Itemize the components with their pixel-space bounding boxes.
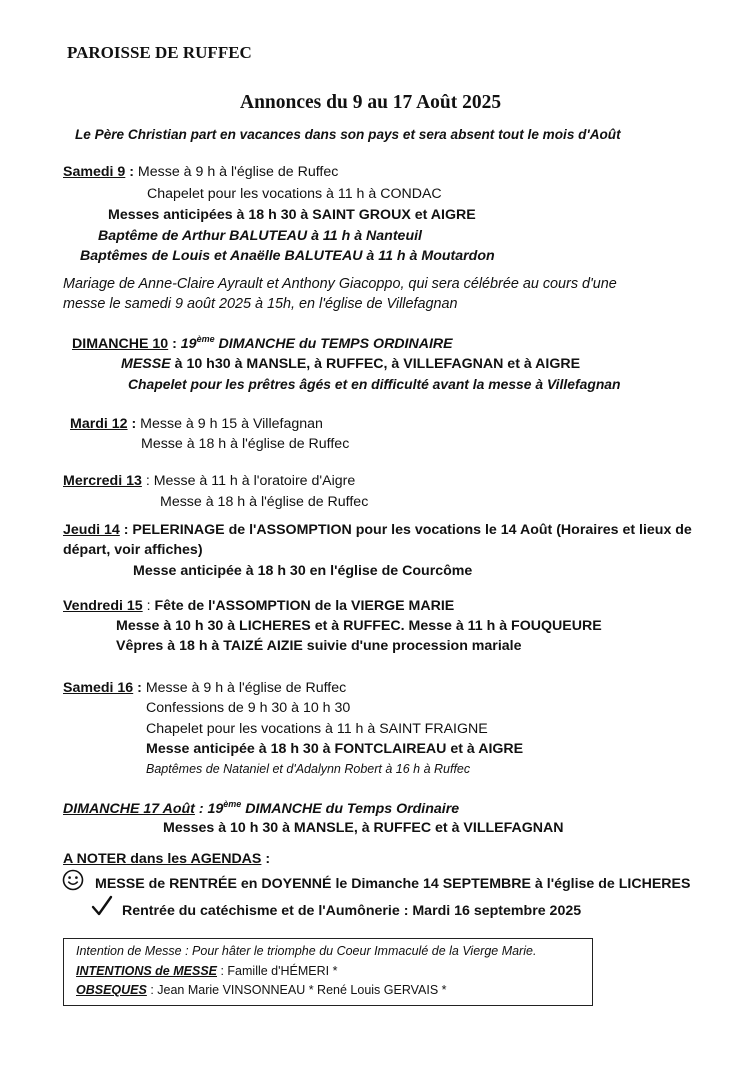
page-title: Annonces du 9 au 17 Août 2025	[240, 92, 502, 113]
dimanche17-heading: DIMANCHE 17 Août : 19ème DIMANCHE du Temps Ordinaire	[63, 799, 460, 817]
samedi16-line4: Messe anticipée à 18 h 30 à FONTCLAIREAU et à AIGRE	[146, 741, 524, 757]
day-label: Mardi 12	[70, 416, 128, 432]
mercredi13-line1: Mercredi 13 : Messe à 11 h à l'oratoire d'Aigre	[63, 473, 356, 489]
jeudi14-line2: départ, voir affiches)	[63, 542, 203, 558]
dimanche10-messe: MESSE à 10 h30 à MANSLE, à RUFFEC, à VILLEFAGNAN et à AIGRE	[121, 356, 581, 372]
samedi16-line2: Confessions de 9 h 30 à 10 h 30	[146, 700, 351, 716]
day-label: Samedi 9	[63, 164, 126, 180]
mardi12-line2: Messe à 18 h à l'église de Ruffec	[141, 436, 350, 452]
agendas-item2: Rentrée du catéchisme et de l'Aumônerie : Mardi 16 septembre 2025	[122, 903, 582, 919]
dimanche17-line1: Messes à 10 h 30 à MANSLE, à RUFFEC et à VILLEFAGNAN	[163, 820, 564, 836]
intentions-de-messe-line: INTENTIONS de MESSE : Famille d'HÉMERI *	[76, 964, 338, 978]
mariage-line1: Mariage de Anne-Claire Ayrault et Anthony Giacoppo, qui sera célébrée au cours d'une	[63, 276, 617, 292]
header-note: Le Père Christian part en vacances dans son pays et sera absent tout le mois d'Août	[75, 127, 621, 142]
obseques-line: OBSEQUES : Jean Marie VINSONNEAU * René Louis GERVAIS *	[76, 983, 447, 997]
vendredi15-line1: Vendredi 15 : Fête de l'ASSOMPTION de la VIERGE MARIE	[63, 598, 455, 614]
day-label: Vendredi 15	[63, 598, 143, 614]
samedi16-line1: Samedi 16 : Messe à 9 h à l'église de Ruffec	[63, 680, 347, 696]
day-label: Mercredi 13	[63, 473, 142, 489]
day-label: Samedi 16	[63, 680, 134, 696]
checkmark-icon	[91, 895, 113, 922]
samedi9-line5: Baptêmes de Louis et Anaëlle BALUTEAU à 11 h à Moutardon	[80, 248, 495, 264]
vendredi15-line2: Messe à 10 h 30 à LICHERES et à RUFFEC. Messe à 11 h à FOUQUEURE	[116, 618, 602, 634]
parish-name: PAROISSE DE RUFFEC	[67, 43, 252, 62]
agendas-heading: A NOTER dans les AGENDAS :	[63, 851, 271, 867]
samedi9-line2: Chapelet pour les vocations à 11 h à CONDAC	[147, 186, 442, 202]
samedi9-line4: Baptême de Arthur BALUTEAU à 11 h à Nanteuil	[98, 228, 422, 244]
samedi9-line3: Messes anticipées à 18 h 30 à SAINT GROUX et AIGRE	[108, 207, 476, 223]
mercredi13-line2: Messe à 18 h à l'église de Ruffec	[160, 494, 369, 510]
day-label: DIMANCHE 10	[72, 336, 169, 352]
samedi16-line5: Baptêmes de Nataniel et d'Adalynn Robert à 16 h à Ruffec	[146, 762, 471, 776]
day-label: DIMANCHE 17 Août	[63, 801, 195, 817]
intention-line: Intention de Messe : Pour hâter le triomphe du Coeur Immaculé de la Vierge Marie.	[76, 944, 537, 958]
mariage-line2: messe le samedi 9 août 2025 à 15h, en l'église de Villefagnan	[63, 296, 458, 312]
samedi16-line3: Chapelet pour les vocations à 11 h à SAINT FRAIGNE	[146, 721, 488, 737]
dimanche10-chapelet: Chapelet pour les prêtres âgés et en difficulté avant la messe à Villefagnan	[128, 376, 621, 392]
jeudi14-line1: Jeudi 14 : PELERINAGE de l'ASSOMPTION pour les vocations le 14 Août (Horaires et lieux de	[63, 522, 692, 538]
dimanche10-heading: DIMANCHE 10 : 19ème DIMANCHE du TEMPS ORDINAIRE	[72, 334, 453, 352]
jeudi14-line3: Messe anticipée à 18 h 30 en l'église de Courcôme	[133, 563, 473, 579]
vendredi15-line3: Vêpres à 18 h à TAIZÉ AIZIE suivie d'une procession mariale	[116, 638, 522, 654]
mardi12-line1: Mardi 12 : Messe à 9 h 15 à Villefagnan	[70, 416, 323, 432]
smiley-icon	[62, 869, 84, 896]
intentions-box	[63, 938, 593, 1006]
samedi9-line1: Samedi 9 : Messe à 9 h à l'église de Ruffec	[63, 164, 339, 180]
day-label: Jeudi 14	[63, 522, 120, 538]
agendas-item1: MESSE de RENTRÉE en DOYENNÉ le Dimanche 14 SEPTEMBRE à l'église de LICHERES	[95, 876, 691, 892]
